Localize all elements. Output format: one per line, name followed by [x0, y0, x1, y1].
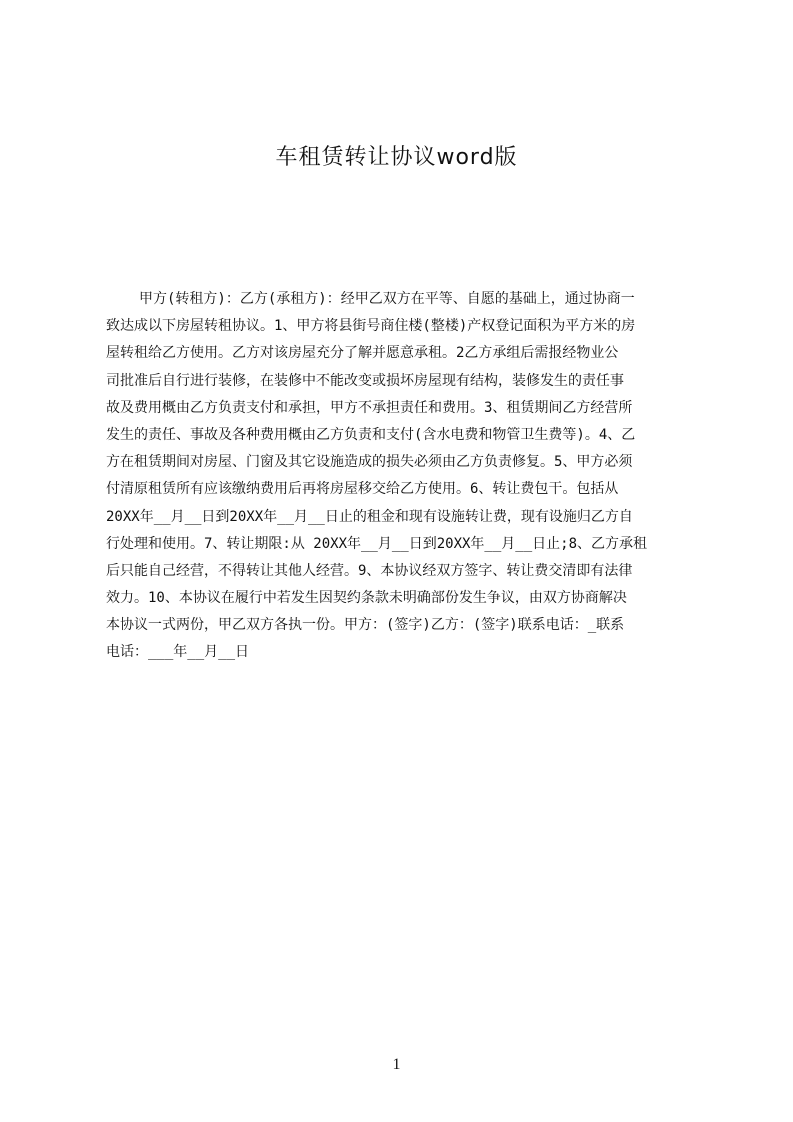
body-line-7: 方在租赁期间对房屋、门窗及其它设施造成的损失必须由乙方负责修复。5、甲方必须	[106, 454, 633, 471]
body-line-6: 发生的责任、事故及各种费用概由乙方负责和支付(含水电费和物管卫生费等)。4、乙	[106, 426, 636, 443]
agreement-body	[106, 286, 696, 667]
body-line-10: 行处理和使用。7、转让期限:从 20XX年__月__日到20XX年__月__日止;8、乙方承租	[106, 535, 648, 552]
body-line-1: 甲方(转租方)：乙方(承租方)：经甲乙双方在平等、自愿的基础上，通过协商一	[139, 291, 635, 307]
body-line-12: 效力。10、本协议在履行中若发生因契约条款未明确部份发生争议，由双方协商解决	[106, 590, 627, 607]
body-line-5: 故及费用概由乙方负责支付和承担，甲方不承担责任和费用。3、租赁期间乙方经营所	[106, 399, 633, 416]
body-line-14: 电话：___年__月__日	[106, 644, 250, 661]
document-title: 车租赁转让协议word版	[275, 145, 518, 170]
body-line-11: 后只能自己经营，不得转让其他人经营。9、本协议经双方签字、转让费交清即有法律	[106, 562, 633, 579]
body-line-13: 本协议一式两份，甲乙双方各执一份。甲方：(签字)乙方：(签字)联系电话：_联系	[106, 617, 625, 634]
body-line-9: 20XX年__月__日到20XX年__月__日止的租金和现有设施转让费，现有设施归乙方自	[106, 508, 633, 525]
page-number: 1	[392, 1056, 401, 1073]
body-line-3: 屋转租给乙方使用。乙方对该房屋充分了解并愿意承租。2乙方承组后需报经物业公	[106, 345, 619, 362]
body-line-2: 致达成以下房屋转租协议。1、甲方将县街号商住楼(整楼)产权登记面积为平方米的房	[106, 318, 636, 335]
body-line-8: 付清原租赁所有应该缴纳费用后再将房屋移交给乙方使用。6、转让费包干。包括从	[106, 481, 619, 498]
body-line-4: 司批准后自行进行装修，在装修中不能改变或损坏房屋现有结构，装修发生的责任事	[106, 372, 624, 389]
